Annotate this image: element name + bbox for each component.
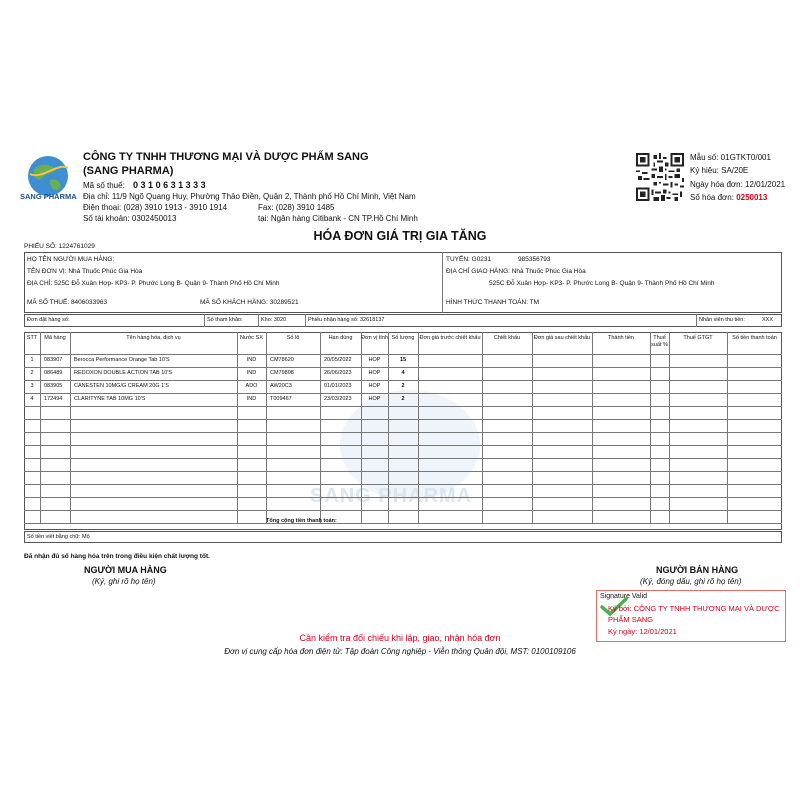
buyer-customer-code: MÃ SỐ KHÁCH HÀNG: 30289521 <box>200 299 299 306</box>
table-header-cell: Chiết khấu <box>493 335 521 341</box>
table-col-divider <box>320 332 321 523</box>
invoice-number: 0250013 <box>736 193 768 202</box>
buyer-name-label: HỌ TÊN NGƯỜI MUA HÀNG: <box>27 256 115 263</box>
table-row-divider <box>24 445 782 446</box>
collector-label: Nhân viên thu tiền: <box>699 317 745 323</box>
table-row-divider <box>24 393 782 394</box>
company-name: CÔNG TY TNHH THƯƠNG MẠI VÀ DƯỢC PHẨM SANG <box>83 151 369 163</box>
warehouse-value: Kho: 3020 <box>261 317 287 323</box>
qr-code-icon <box>636 152 684 202</box>
table-row-divider <box>24 380 782 381</box>
table-cell-expiry: 26/06/2023 <box>324 370 352 376</box>
table-header-cell: Tên hàng hóa, dịch vụ <box>126 335 181 341</box>
signed-by-cont: PHẨM SANG <box>608 615 654 624</box>
invoice-title: HÓA ĐƠN GIÁ TRỊ GIA TĂNG <box>313 229 487 243</box>
buyer-address: ĐỊA CHỈ: 525C Đỗ Xuân Hợp- KP3- P. Phước Long B- Quận 9- Thành Phố Hồ Chí Minh <box>27 280 280 287</box>
company-bank: tại: Ngân hàng Citibank - CN TP.Hồ Chí Minh <box>258 214 418 223</box>
table-col-divider <box>727 332 728 523</box>
table-row-divider <box>24 471 782 472</box>
table-cell-expiry: 23/03/2023 <box>324 396 352 402</box>
company-logo-text: SANG PHARMA <box>20 192 77 201</box>
table-row-divider <box>24 510 782 511</box>
invoice-symbol: Ký hiệu: SA/20E <box>690 166 749 175</box>
table-col-divider <box>40 332 41 523</box>
table-header-cell: Thành tiền <box>608 335 634 341</box>
table-cell-unit: HOP <box>368 357 381 363</box>
table-header-cell: Nước SX <box>240 335 263 341</box>
table-cell-code: 083907 <box>44 357 63 363</box>
table-header-cell: STT <box>26 335 38 341</box>
table-cell-name: CLARITYNE TAB 10MG 10'S <box>74 396 146 402</box>
table-row-divider <box>24 406 782 407</box>
delivery-address-label: ĐỊA CHỈ GIAO HÀNG: Nhà Thuốc Phúc Gia Hòa <box>446 268 586 275</box>
table-cell-code: 083905 <box>44 383 63 389</box>
table-cell-code: 086489 <box>44 370 63 376</box>
table-cell-lot: CM79808 <box>270 370 294 376</box>
seller-signature-title: NGƯỜI BÁN HÀNG <box>656 565 739 575</box>
order-info-row <box>24 314 782 327</box>
table-cell-country: IND <box>246 357 257 363</box>
table-header-cell: Đơn giá trước chiết khấu <box>419 335 481 341</box>
buyer-signature-hint: (Ký, ghi rõ họ tên) <box>92 577 156 586</box>
total-label: Tổng cộng tiền thanh toán: <box>266 518 337 524</box>
table-cell-stt: 2 <box>30 370 34 376</box>
table-cell-unit: HOP <box>368 383 381 389</box>
collector-value: XXX <box>762 317 774 323</box>
company-tax-line: Mã số thuế: 0 3 1 0 6 3 1 3 3 3 <box>83 180 206 190</box>
table-cell-stt: 1 <box>30 357 34 363</box>
table-header-cell: Số lô <box>286 335 300 341</box>
table-cell-lot: T009467 <box>270 396 292 402</box>
table-cell-unit: HOP <box>368 370 381 376</box>
table-col-divider <box>70 332 71 523</box>
check-note: Cần kiểm tra đối chiếu khi lập, giao, nhận hóa đơn <box>299 633 501 643</box>
company-fax: Fax: (028) 3910 1485 <box>258 203 335 212</box>
table-row-divider <box>24 367 782 368</box>
table-header-cell: Hạn dùng <box>328 335 353 341</box>
amount-words-row <box>24 531 782 543</box>
table-cell-country: IND <box>246 396 257 402</box>
amount-in-words: Số tiền viết bằng chữ: Mộ <box>27 534 90 540</box>
slip-number: PHIẾU SỐ: 1224761029 <box>24 243 95 250</box>
table-row-divider <box>24 458 782 459</box>
table-cell-stt: 4 <box>30 396 34 402</box>
buyer-signature-title: NGƯỜI MUA HÀNG <box>84 565 167 575</box>
payment-method: HÌNH THỨC THANH TOÁN: TM <box>446 299 540 306</box>
table-col-divider <box>266 332 267 523</box>
table-cell-expiry: 01/01/2023 <box>324 383 352 389</box>
table-header-cell: Số lượng <box>391 335 415 341</box>
table-col-divider <box>532 332 533 523</box>
reference-number-label: Số tham khảo: <box>207 317 243 323</box>
table-cell-lot: AW20C3 <box>270 383 292 389</box>
signed-date: Ký ngày: 12/01/2021 <box>608 627 677 636</box>
table-row-divider <box>24 484 782 485</box>
table-row-divider <box>24 523 782 524</box>
table-cell-country: IND <box>246 370 257 376</box>
receipt-number: Phiếu nhận hàng số: 32618137 <box>308 317 385 323</box>
table-row-divider <box>24 497 782 498</box>
table-cell-lot: CM78620 <box>270 357 294 363</box>
table-cell-name: CANESTEN 10MG/G CREAM 20G 1'S <box>74 383 169 389</box>
signature-valid-label: Signature Valid <box>600 593 647 600</box>
table-cell-name: REDOXON DOUBLE ACTION TAB 10'S <box>74 370 173 376</box>
invoice-date: Ngày hóa đơn: 12/01/2021 <box>690 180 786 189</box>
buyer-unit: TÊN ĐƠN VỊ: Nhà Thuốc Phúc Gia Hòa <box>27 268 143 275</box>
delivery-address-value: 525C Đỗ Xuân Hợp- KP3- P. Phước Long B- Quận 9- Thành Phố Hồ Chí Minh <box>489 280 715 287</box>
signed-by: Ký bởi: CÔNG TY TNHH THƯƠNG MẠI VÀ DƯỢC <box>608 604 780 613</box>
table-cell-qty: 4 <box>401 370 405 376</box>
table-col-divider <box>650 332 651 523</box>
received-note: Đã nhận đủ số hàng hóa trên trong điều kiện chất lượng tốt. <box>24 553 210 560</box>
table-header-cell: Đơn vị tính <box>361 335 388 341</box>
table-cell-qty: 2 <box>401 396 405 402</box>
table-header-cell: Thuế GTGT <box>683 335 713 341</box>
company-account: Số tài khoản: 0302450013 <box>83 214 177 223</box>
company-short-name: (SANG PHARMA) <box>83 165 174 177</box>
table-header-cell: Đơn giá sau chiết khấu <box>533 335 591 341</box>
table-cell-expiry: 20/05/2022 <box>324 357 352 363</box>
delivery-route-phone: 985356793 <box>518 256 551 263</box>
seller-signature-hint: (Ký, đóng dấu, ghi rõ họ tên) <box>640 577 742 586</box>
invoice-number-line: Số hóa đơn: 0250013 <box>690 193 768 202</box>
table-header-cell: Số tiền thanh toán <box>732 335 777 341</box>
watermark-text: SANG PHARMA <box>310 485 473 507</box>
table-header-cell: Thuế suất % <box>651 335 668 348</box>
table-header-cell: Mã hàng <box>44 335 66 341</box>
delivery-route: TUYẾN: G0231 <box>446 256 492 263</box>
table-row-divider <box>24 432 782 433</box>
company-phone: Điện thoại: (028) 3910 1913 - 3910 1914 <box>83 203 228 212</box>
company-tax-code: 0 3 1 0 6 3 1 3 3 3 <box>133 180 206 190</box>
table-row-divider <box>24 419 782 420</box>
einvoice-provider: Đơn vị cung cấp hóa đơn điện tử: Tập đoàn Công nghiệp - Viễn thông Quân đội, MST: 0100109106 <box>224 647 576 656</box>
invoice-template-no: Mẫu số: 01GTKT0/001 <box>690 153 771 162</box>
table-cell-name: Berocca Performance Orange Tab 10'S <box>74 357 170 363</box>
table-col-divider <box>592 332 593 523</box>
table-cell-stt: 3 <box>30 383 34 389</box>
buyer-tax-code: MÃ SỐ THUẾ: 8406033963 <box>27 299 108 306</box>
table-cell-unit: HOP <box>368 396 381 402</box>
table-col-divider <box>418 332 419 523</box>
table-cell-country: ADO <box>245 383 258 389</box>
table-cell-qty: 2 <box>401 383 405 389</box>
table-row-divider <box>24 354 782 355</box>
table-cell-code: 172494 <box>44 396 63 402</box>
table-cell-qty: 15 <box>399 357 407 363</box>
table-col-divider <box>482 332 483 523</box>
table-col-divider <box>669 332 670 523</box>
order-number-label: Đơn đặt hàng số: <box>27 317 70 323</box>
company-address: Địa chỉ: 11/9 Ngõ Quang Huy, Phường Thảo Điền, Quận 2, Thành phố Hồ Chí Minh, Việt Nam <box>83 192 416 201</box>
